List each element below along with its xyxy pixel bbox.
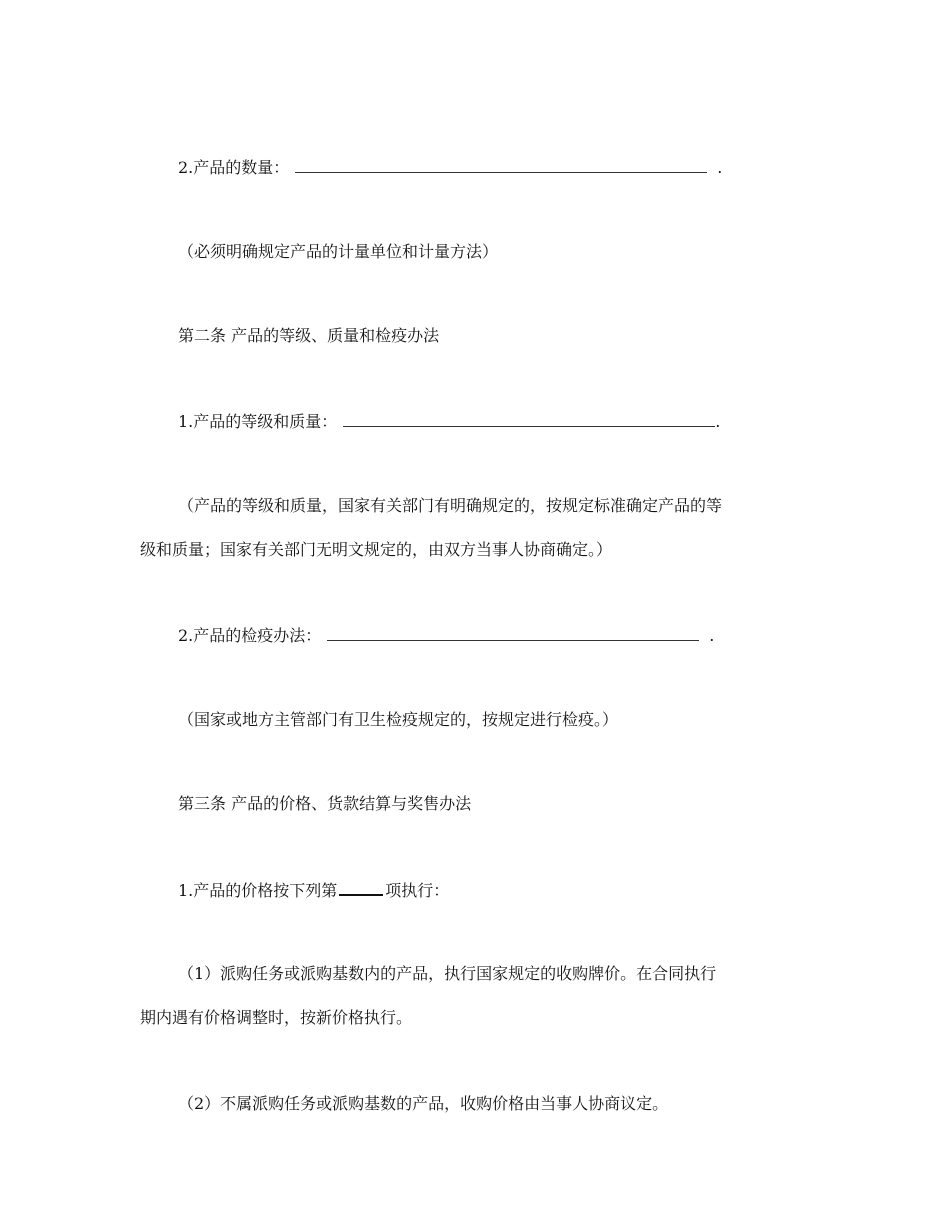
quantity-line: [178, 158, 722, 178]
grade-blank[interactable]: [343, 412, 715, 427]
quantity-end: .: [717, 158, 723, 177]
price-option-blank[interactable]: [339, 880, 383, 896]
article-2-title: 第二条 产品的等级、质量和检疫办法: [178, 326, 440, 345]
grade-note-line-1: （产品的等级和质量，国家有关部门有明确规定的，按规定标准确定产品的等: [178, 496, 723, 515]
price-line: [178, 880, 449, 901]
grade-end: .: [715, 412, 721, 431]
quarantine-label: 2.产品的检疫办法：: [178, 626, 322, 645]
option-1-line-1: （1）派购任务或派购基数内的产品，执行国家规定的收购牌价。在合同执行: [178, 964, 717, 983]
quarantine-blank[interactable]: [327, 626, 699, 641]
price-prefix: 1.产品的价格按下列第: [178, 881, 338, 900]
quarantine-line: [178, 626, 714, 646]
option-2-line: （2）不属派购任务或派购基数的产品，收购价格由当事人协商议定。: [178, 1094, 669, 1113]
grade-line: [178, 412, 720, 432]
quantity-note: （必须明确规定产品的计量单位和计量方法）: [178, 242, 499, 261]
grade-label: 1.产品的等级和质量：: [178, 412, 338, 431]
grade-note-line-2: 级和质量；国家有关部门无明文规定的，由双方当事人协商确定。）: [140, 540, 613, 559]
article-3-title: 第三条 产品的价格、货款结算与奖售办法: [178, 794, 472, 813]
option-1-line-2: 期内遇有价格调整时，按新价格执行。: [140, 1008, 413, 1027]
quantity-blank[interactable]: [295, 158, 707, 173]
quarantine-note: （国家或地方主管部门有卫生检疫规定的，按规定进行检疫。）: [178, 710, 619, 729]
quarantine-end: .: [709, 626, 715, 645]
price-suffix: 项执行：: [385, 881, 450, 900]
quantity-label: 2.产品的数量：: [178, 158, 290, 177]
